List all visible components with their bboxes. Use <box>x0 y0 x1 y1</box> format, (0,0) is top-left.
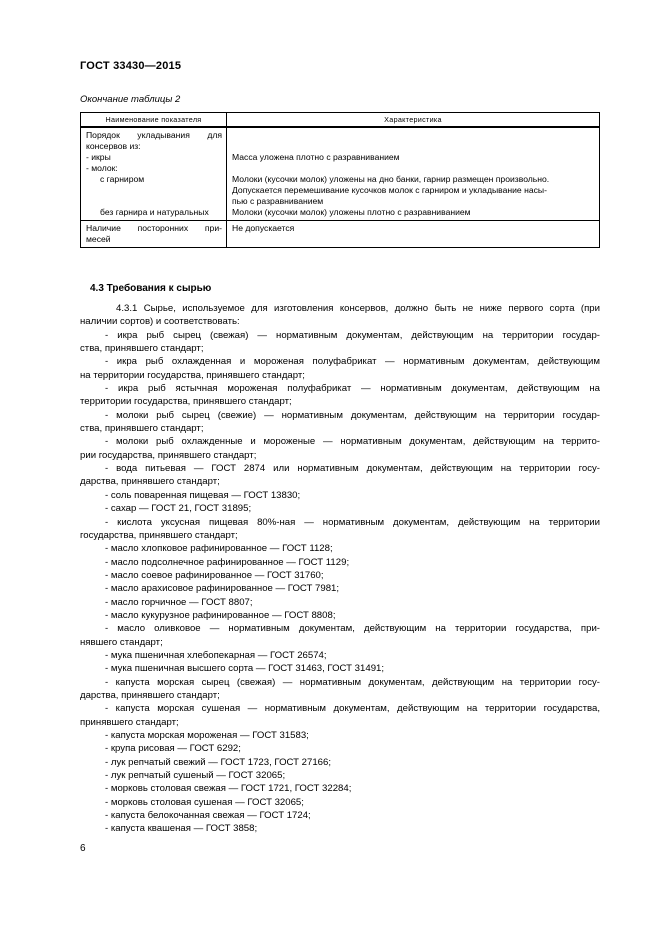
body-line: дарства, принявшего стандарт; <box>80 689 220 701</box>
table-2-continuation <box>80 112 600 248</box>
cell-line <box>86 196 222 207</box>
body-line: дарства, принявшего стандарт; <box>80 476 220 488</box>
cell-line: Молоки (кусочки молок) уложены на дно банки, гарнир размещен произвольно. <box>232 174 550 184</box>
cell-line: Масса уложена плотно с разравниванием <box>232 152 400 162</box>
body-line: - кислота уксусная пищевая 80%-ная — нормативным документам, действующим на территории <box>105 516 600 528</box>
cell-line: с гарниром <box>100 174 145 184</box>
body-line: - мука пшеничная хлебопекарная — ГОСТ 26574; <box>105 649 327 661</box>
body-line: - молоки рыб охлажденные и мороженые — нормативным документам, действующим на террито- <box>105 436 600 448</box>
cell-line: - молок: <box>86 163 118 173</box>
body-line: - масло подсолнечное рафинированное — ГОСТ 1129; <box>105 556 350 568</box>
body-line: - масло оливковое — нормативным документам, действующим на территории государства, при- <box>105 623 600 635</box>
cell-line: консервов из: <box>86 141 141 151</box>
body-line: ства, принявшего стандарт; <box>80 423 204 435</box>
cell-line <box>232 163 595 174</box>
body-line: - молоки рыб сырец (свежие) — нормативным документам, действующим на территории государ- <box>105 409 600 421</box>
table-cell-characteristic <box>227 127 600 221</box>
page-number: 6 <box>80 843 86 854</box>
body-line: - масло кукурузное рафинированное — ГОСТ 8808; <box>105 609 336 621</box>
table-cell-indicator <box>81 127 227 221</box>
body-line: - сахар — ГОСТ 21, ГОСТ 31895; <box>105 503 252 515</box>
body-line: нявшего стандарт; <box>80 636 163 648</box>
body-line: рии государства, принявшего стандарт; <box>80 449 257 461</box>
body-line: - лук репчатый свежий — ГОСТ 1723, ГОСТ 27166; <box>105 756 332 768</box>
cell-line: Наличие посторонних при- <box>86 223 222 233</box>
column-header-indicator: Наименование показателя <box>81 113 227 128</box>
table-cell-characteristic <box>227 221 600 248</box>
body-line: 4.3.1 Сырье, используемое для изготовления консервов, должно быть не ниже первого сорта (при <box>116 303 600 314</box>
body-line: ства, принявшего стандарт; <box>80 343 204 355</box>
body-line: - масло горчичное — ГОСТ 8807; <box>105 596 253 608</box>
body-line: - капуста квашеная — ГОСТ 3858; <box>105 823 258 835</box>
cell-line: без гарнира и натуральных <box>100 207 209 217</box>
body-line: - капуста морская сушеная — нормативным документам, действующим на территории государства, <box>105 703 600 715</box>
body-line: - масло хлопковое рафинированное — ГОСТ 1128; <box>105 543 333 555</box>
body-line: - икра рыб ястычная мороженая полуфабрикат — нормативным документам, действующим на <box>105 383 600 395</box>
table-row <box>81 127 600 221</box>
body-line: - масло соевое рафинированное — ГОСТ 31760; <box>105 569 324 581</box>
column-header-characteristic: Характеристика <box>227 113 600 128</box>
body-line: - капуста белокочанная свежая — ГОСТ 1724; <box>105 810 311 822</box>
document-code-header: ГОСТ 33430—2015 <box>80 60 182 72</box>
table-caption: Окончание таблицы 2 <box>80 94 181 105</box>
cell-line <box>86 185 222 196</box>
body-line: - крупа рисовая — ГОСТ 6292; <box>105 743 241 755</box>
section-title: 4.3 Требования к сырью <box>90 283 212 294</box>
body-line: государства, принявшего стандарт; <box>80 529 238 541</box>
cell-line <box>232 141 595 152</box>
body-line: - капуста морская мороженая — ГОСТ 31583; <box>105 730 309 741</box>
cell-line: Допускается перемешивание кусочков молок с гарниром и укладывание насы- <box>232 185 547 195</box>
body-line: территории государства, принявшего стандарт; <box>80 396 292 408</box>
body-line: принявшего стандарт; <box>80 716 179 728</box>
body-line: - масло арахисовое рафинированное — ГОСТ 7981; <box>105 583 340 595</box>
body-line: - вода питьевая — ГОСТ 2874 или нормативным документам, действующим на территории госу- <box>105 463 600 475</box>
body-line: наличии сортов) и соответствовать: <box>80 316 240 328</box>
table-cell-indicator <box>81 221 227 248</box>
body-line: - морковь столовая свежая — ГОСТ 1721, ГОСТ 32284; <box>105 783 352 795</box>
cell-line: - икры <box>86 152 111 162</box>
cell-line: Молоки (кусочки молок) уложены плотно с разравниванием <box>232 207 471 217</box>
body-line: - морковь столовая сушеная — ГОСТ 32065; <box>105 796 304 808</box>
table-row <box>81 221 600 248</box>
body-line: - лук репчатый сушеный — ГОСТ 32065; <box>105 770 286 782</box>
body-line: - икра рыб сырец (свежая) — нормативным документам, действующим на территории государ- <box>105 329 600 341</box>
section-body <box>80 302 600 836</box>
cell-line: Не допускается <box>232 223 295 233</box>
body-line: - соль поваренная пищевая — ГОСТ 13830; <box>105 489 301 501</box>
cell-line: пью с разравниванием <box>232 196 324 206</box>
body-line: - капуста морская сырец (свежая) — нормативным документам, действующим на территории госу- <box>105 676 600 688</box>
body-line: - икра рыб охлажденная и мороженая полуфабрикат — нормативным документам, действующим <box>105 356 600 368</box>
cell-line: месей <box>86 234 111 244</box>
body-line: - мука пшеничная высшего сорта — ГОСТ 31463, ГОСТ 31491; <box>105 663 385 675</box>
body-line: на территории государства, принявшего стандарт; <box>80 369 305 381</box>
cell-line <box>232 130 595 141</box>
cell-line: Порядок укладывания для <box>86 130 222 140</box>
